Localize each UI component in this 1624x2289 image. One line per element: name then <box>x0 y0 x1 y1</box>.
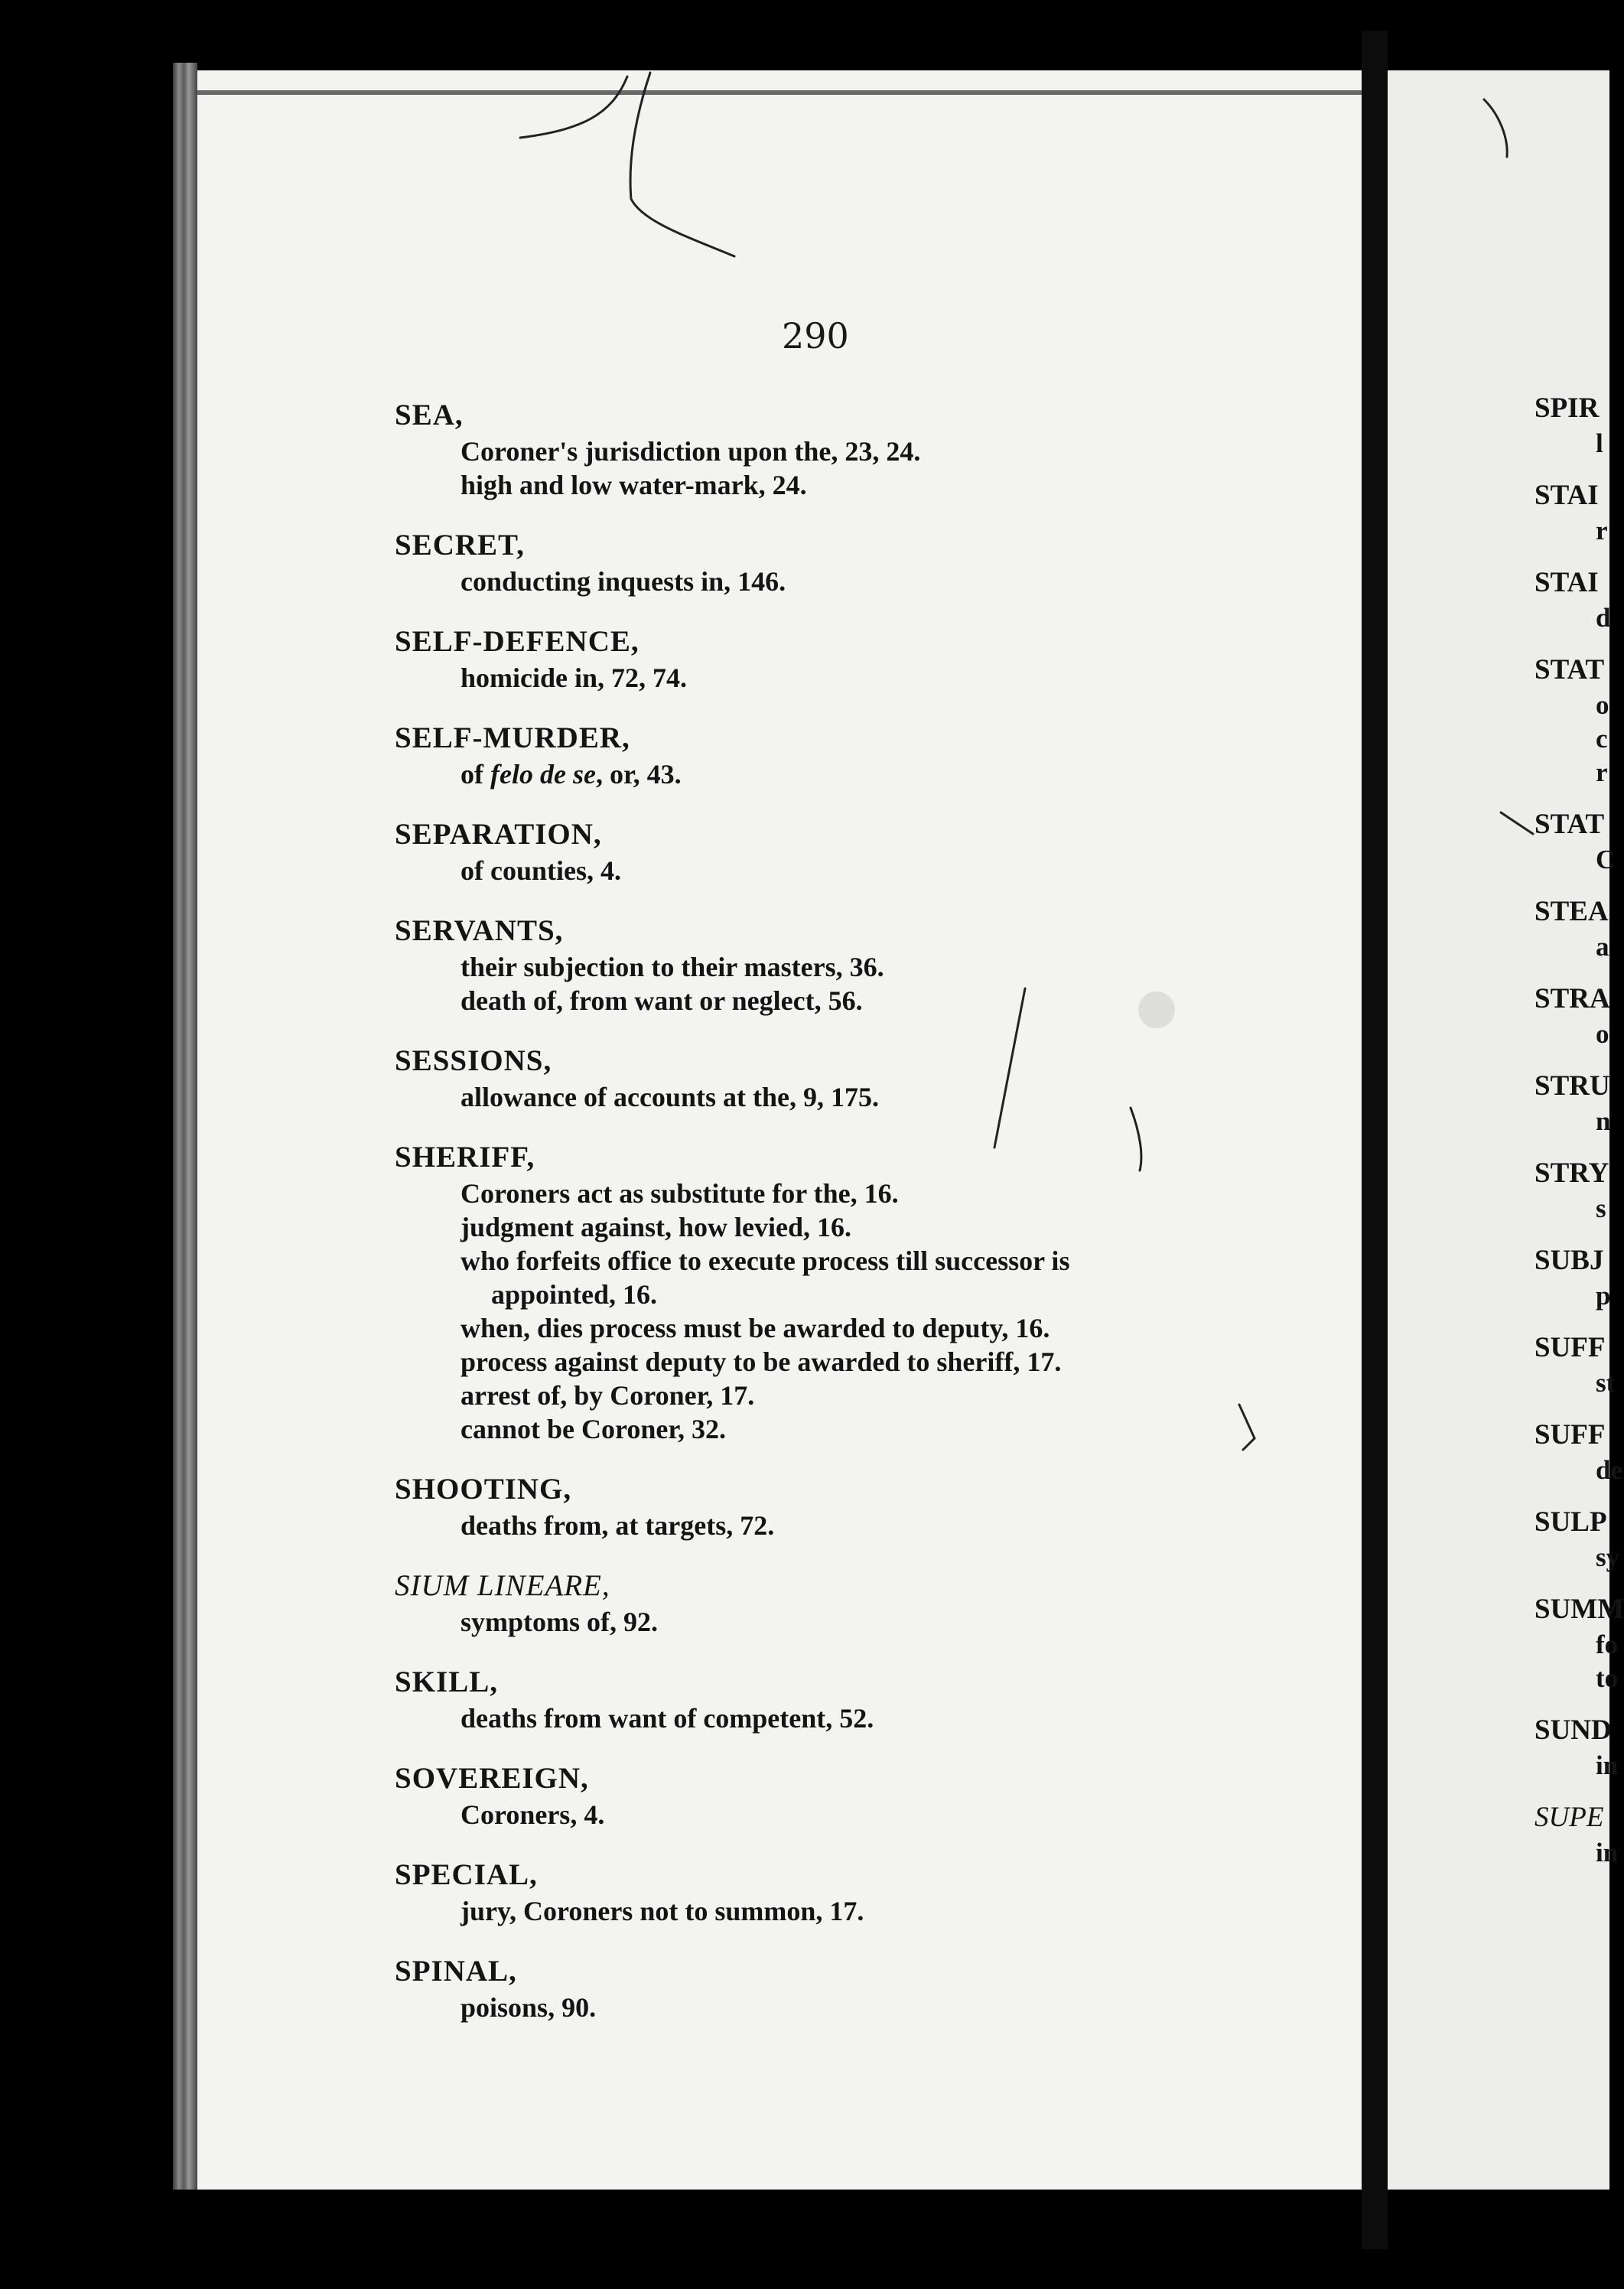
entry-heading: SELF-DEFENCE, <box>395 625 640 658</box>
facing-heading-fragment: STEA <box>1535 896 1609 927</box>
facing-subline-fragment: in <box>1596 1750 1619 1780</box>
facing-heading-fragment: SUMM <box>1535 1594 1624 1625</box>
facing-subline-fragment: in <box>1596 1838 1619 1867</box>
facing-heading-fragment: STAI <box>1535 567 1599 598</box>
facing-heading-fragment: STRA <box>1535 983 1610 1014</box>
entry-subline: judgment against, how levied, 16. <box>461 1212 852 1242</box>
facing-heading-fragment: SUFF <box>1535 1419 1606 1451</box>
index-entry <box>395 1138 1313 1446</box>
entry-subline: arrest of, by Coroner, 17. <box>461 1380 755 1411</box>
entry-heading: SPINAL, <box>395 1955 517 1988</box>
subline-prefix: of <box>461 759 490 790</box>
entry-heading: SOVEREIGN, <box>395 1762 589 1795</box>
entry-subline: deaths from, at targets, 72. <box>461 1510 775 1541</box>
index-entry <box>395 1042 1313 1114</box>
facing-heading-fragment: SUND <box>1535 1714 1612 1746</box>
facing-heading-fragment: SUBJ <box>1535 1245 1604 1276</box>
index-entry <box>395 1567 1313 1639</box>
facing-subline-fragment: s <box>1596 1193 1606 1223</box>
index-entry <box>395 1470 1313 1542</box>
entry-heading: SPECIAL, <box>395 1858 538 1891</box>
facing-heading-fragment: STAT <box>1535 809 1605 840</box>
entry-heading: SIUM LINEARE, <box>395 1569 610 1602</box>
entry-heading: SKILL, <box>395 1665 498 1698</box>
facing-subline-fragment: r <box>1596 516 1608 545</box>
index-entry <box>395 719 1313 791</box>
entry-subline: allowance of accounts at the, 9, 175. <box>461 1082 879 1112</box>
facing-subline-fragment: d <box>1596 603 1611 633</box>
entry-subline: poisons, 90. <box>461 1992 597 2023</box>
entry-subline: of counties, 4. <box>461 855 621 886</box>
page-number: 290 <box>782 315 849 357</box>
index-entry <box>395 1856 1313 1928</box>
facing-subline-fragment: de <box>1596 1455 1622 1485</box>
entry-heading: SHERIFF, <box>395 1141 535 1174</box>
entry-subline: cannot be Coroner, 32. <box>461 1414 727 1444</box>
index-entry <box>395 526 1313 598</box>
entry-subline: process against deputy to be awarded to sheriff, 17. <box>461 1346 1062 1377</box>
facing-heading-fragment: STAI <box>1535 480 1599 511</box>
entry-subline <box>395 757 1313 791</box>
entry-heading: SELF-MURDER, <box>395 721 630 754</box>
facing-subline-fragment: to <box>1596 1663 1619 1693</box>
book-gutter <box>1362 31 1388 2249</box>
entry-subline: when, dies process must be awarded to deputy, 16. <box>461 1313 1050 1343</box>
facing-heading-fragment: SULP <box>1535 1506 1607 1538</box>
entry-subline: high and low water-mark, 24. <box>461 470 807 500</box>
entry-heading: SESSIONS, <box>395 1044 552 1077</box>
index-entries <box>395 396 1313 2049</box>
facing-heading-fragment: STRU <box>1535 1070 1610 1102</box>
facing-subline-fragment: n <box>1596 1106 1611 1136</box>
subline-suffix: , or, 43. <box>595 759 682 790</box>
entry-heading: SERVANTS, <box>395 914 564 947</box>
facing-subline-fragment: C <box>1596 845 1616 874</box>
entry-subline: symptoms of, 92. <box>461 1607 658 1637</box>
facing-page-column <box>1535 390 1624 1870</box>
index-entry <box>395 623 1313 695</box>
facing-subline-fragment: sy <box>1596 1542 1620 1572</box>
entry-subline: homicide in, 72, 74. <box>461 663 688 693</box>
index-entry <box>395 1663 1313 1735</box>
facing-subline-fragment: r <box>1596 757 1608 787</box>
entry-subline: who forfeits office to execute process till successor is <box>461 1245 1070 1276</box>
facing-subline-fragment: a <box>1596 932 1609 962</box>
facing-subline-fragment: o <box>1596 1019 1609 1049</box>
entry-subline: Coroners, 4. <box>461 1799 605 1830</box>
facing-subline-fragment: c <box>1596 724 1608 754</box>
entry-subline: appointed, 16. <box>491 1279 658 1310</box>
entry-subline: deaths from want of competent, 52. <box>461 1703 874 1734</box>
entry-subline: conducting inquests in, 146. <box>461 566 786 597</box>
entry-subline: Coroner's jurisdiction upon the, 23, 24. <box>461 436 921 467</box>
index-entry <box>395 816 1313 887</box>
entry-heading: SEA, <box>395 399 464 431</box>
page-top-rule <box>197 90 1362 95</box>
facing-subline-fragment: fo <box>1596 1630 1619 1659</box>
facing-heading-fragment: SPIR <box>1535 392 1600 424</box>
facing-heading-fragment: SUFF <box>1535 1332 1606 1363</box>
entry-heading: SEPARATION, <box>395 818 602 851</box>
subline-latin-term: felo de se <box>490 759 596 790</box>
index-entry <box>395 396 1313 502</box>
entry-subline: their subjection to their masters, 36. <box>461 952 884 982</box>
facing-heading-fragment: STAT <box>1535 654 1605 685</box>
facing-subline-fragment: l <box>1596 428 1603 458</box>
index-entry <box>395 912 1313 1018</box>
facing-heading-fragment: SUPE <box>1535 1802 1604 1833</box>
facing-subline-fragment: st <box>1596 1368 1616 1398</box>
facing-subline-fragment: o <box>1596 690 1609 720</box>
index-entry <box>395 1760 1313 1832</box>
entry-subline: jury, Coroners not to summon, 17. <box>461 1896 864 1926</box>
entry-heading: SECRET, <box>395 529 525 562</box>
facing-heading-fragment: STRY <box>1535 1158 1609 1189</box>
entry-subline: Coroners act as substitute for the, 16. <box>461 1178 899 1209</box>
facing-subline-fragment: p <box>1596 1281 1611 1311</box>
entry-subline: death of, from want or neglect, 56. <box>461 985 863 1016</box>
entry-heading: SHOOTING, <box>395 1473 572 1506</box>
index-entry <box>395 1952 1313 2024</box>
page-edge-stack <box>173 63 197 2190</box>
